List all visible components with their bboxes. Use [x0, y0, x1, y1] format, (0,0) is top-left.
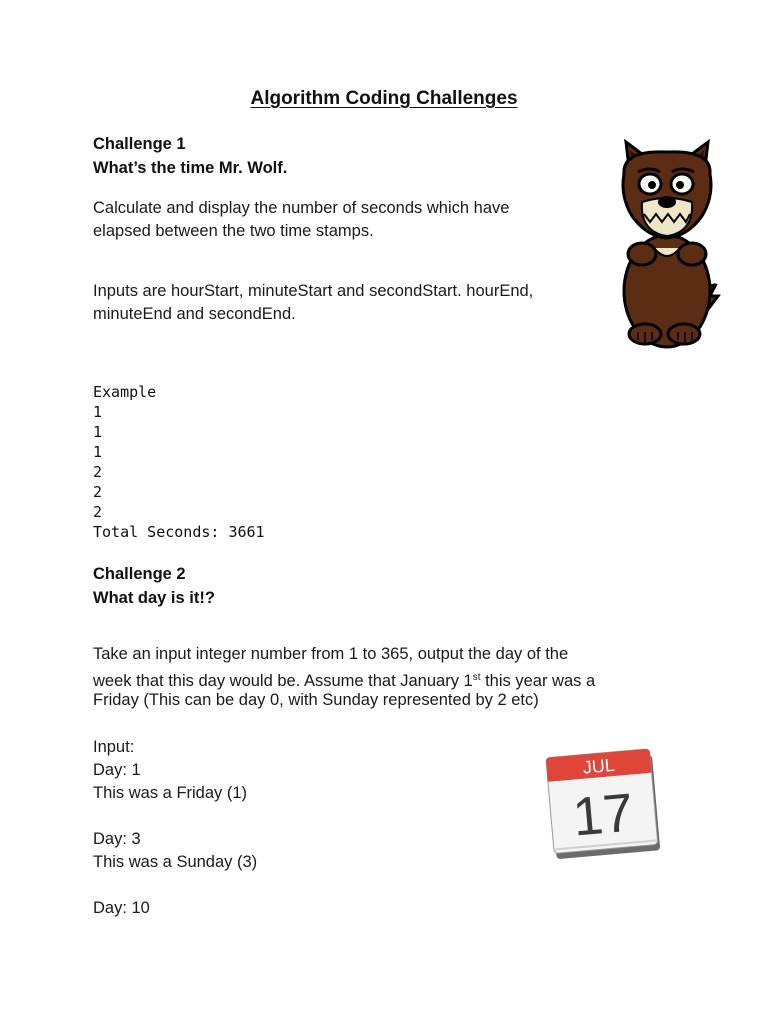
calendar-day: 17 [570, 782, 636, 848]
challenge-2-heading [93, 562, 215, 610]
challenge-1-heading [93, 132, 287, 180]
calendar-month: JUL [581, 754, 616, 778]
example-value: 2 [93, 463, 103, 481]
calendar-icon [540, 745, 666, 861]
example-result: This was a Sunday (3) [93, 853, 258, 871]
example-value: 2 [93, 483, 103, 501]
example-value: 1 [93, 423, 103, 441]
challenge-1-inputs: Inputs are hourStart, minuteStart and secondStart. hourEnd, minuteEnd and secondEnd. [93, 282, 534, 323]
page-title: Algorithm Coding Challenges [250, 88, 518, 109]
example-day: Day: 1 [93, 761, 141, 779]
challenge-2-examples [93, 736, 393, 920]
example-result: This was a Friday (1) [93, 784, 248, 802]
example-label: Example [93, 383, 157, 401]
challenge-1-label: Challenge 1 [93, 135, 186, 153]
input-label: Input: [93, 738, 135, 756]
wolf-icon [612, 136, 722, 350]
example-total: Total Seconds: 3661 [93, 523, 265, 541]
example-value: 2 [93, 503, 103, 521]
example-value: 1 [93, 403, 103, 421]
challenge-2-subtitle: What day is it!? [93, 589, 215, 607]
challenge-1-subtitle: What’s the time Mr. Wolf. [93, 159, 288, 177]
challenge-2-label: Challenge 2 [93, 565, 186, 583]
example-day: Day: 3 [93, 830, 141, 848]
challenge-1-example [93, 382, 265, 542]
example-day: Day: 10 [93, 899, 150, 917]
challenge-1-description: Calculate and display the number of seconds which have elapsed between the two time stamps. [93, 199, 510, 240]
example-value: 1 [93, 443, 103, 461]
challenge-2-description: Take an input integer number from 1 to 365, output the day of the week that this day would be. Assume that January 1st this year was a Friday (This can be day 0, with Sunday represented by 2 etc) [93, 645, 596, 709]
